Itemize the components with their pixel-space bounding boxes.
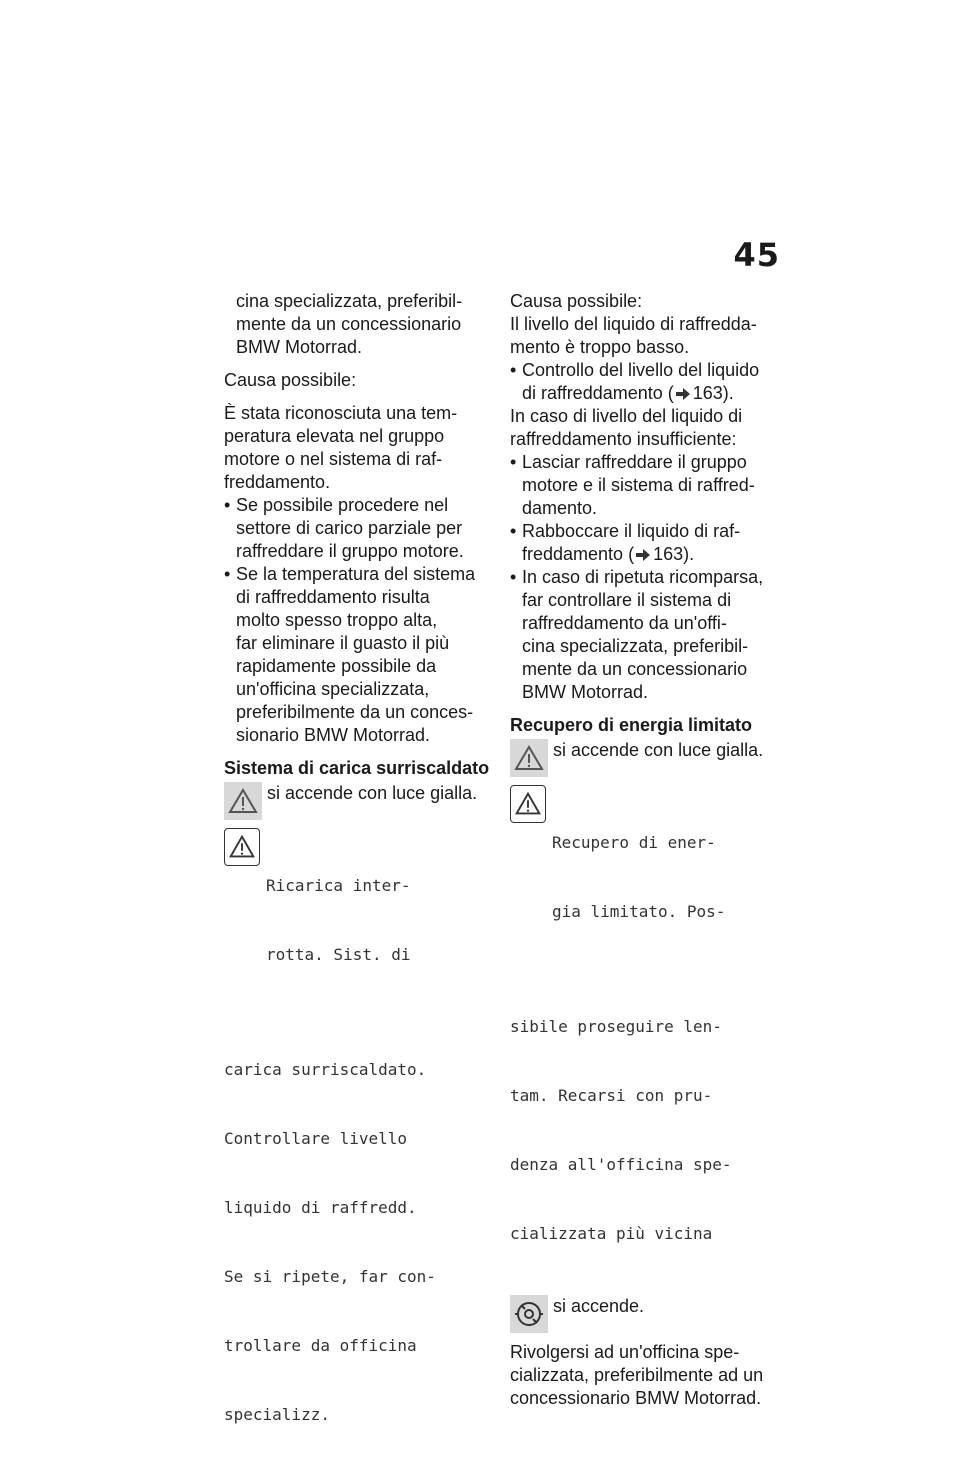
text-line: raffreddamento da un'offi- <box>522 613 727 633</box>
final-paragraph <box>510 1341 782 1410</box>
warning-triangle-icon <box>510 739 548 777</box>
display-line: Controllare livello <box>224 1129 408 1148</box>
text-line: cializzata, preferibilmente ad un <box>510 1365 764 1385</box>
section-title: Sistema di carica surriscaldato <box>224 758 490 778</box>
right-column <box>510 290 782 1410</box>
text-line: freddamento ( <box>522 544 635 564</box>
display-line: tam. Recarsi con pru- <box>510 1086 713 1105</box>
display-message <box>224 828 496 1472</box>
warning-light-text: si accende con luce gialla. <box>267 783 478 803</box>
warning-light-text: si accende con luce gialla. <box>553 740 764 760</box>
text-line: Controllo del livello del liquido <box>522 360 760 380</box>
page-reference[interactable]: 163). <box>653 544 695 564</box>
bullet-icon: • <box>510 360 517 380</box>
bullet-icon: • <box>510 567 517 587</box>
text-line: settore di carico parziale per <box>236 518 463 538</box>
text-line: cina specializzata, preferibil- <box>522 636 749 656</box>
bullet-list <box>510 451 782 704</box>
text-line: far controllare il sistema di <box>522 590 732 610</box>
warning-triangle-icon <box>224 782 262 820</box>
text-line: mento è troppo basso. <box>510 337 690 357</box>
bullet-icon: • <box>510 452 517 472</box>
cause-label: Causa possibile: <box>510 291 643 311</box>
display-message-first <box>510 785 782 969</box>
drive-light-text: si accende. <box>553 1296 645 1316</box>
list-item <box>224 563 496 747</box>
text-line: rapidamente possibile da <box>236 656 437 676</box>
text-line: freddamento. <box>224 472 331 492</box>
warning-triangle-outline-icon <box>510 785 546 823</box>
text-line: mente da un concessionario <box>522 659 748 679</box>
list-item <box>510 451 782 520</box>
display-line: Ricarica inter- <box>266 876 411 895</box>
text-line: In caso di livello del liquido di <box>510 406 743 426</box>
insufficient-paragraph <box>510 405 782 451</box>
page-reference[interactable]: 163). <box>692 383 734 403</box>
display-line: specializz. <box>224 1405 330 1424</box>
left-column <box>224 290 496 1482</box>
text-line: Rivolgersi ad un'officina spe- <box>510 1342 740 1362</box>
text-line: peratura elevata nel gruppo <box>224 426 445 446</box>
intro-paragraph <box>224 290 496 359</box>
text-line: BMW Motorrad. <box>522 682 649 702</box>
text-line: mente da un concessionario <box>236 314 462 334</box>
warning-triangle-outline-icon <box>224 828 260 866</box>
text-line: Lasciar raffreddare il gruppo <box>522 452 747 472</box>
bullet-icon: • <box>224 495 231 515</box>
text-line: di raffreddamento ( <box>522 383 674 403</box>
drive-system-icon <box>510 1295 548 1333</box>
display-line: denza all'officina spe- <box>510 1155 732 1174</box>
list-item <box>510 359 782 405</box>
display-message-first <box>224 828 496 1012</box>
text-line: sionario BMW Motorrad. <box>236 725 431 745</box>
bullet-list <box>224 494 496 747</box>
text-line: motore e il sistema di raffred- <box>522 475 755 495</box>
text-line: concessionario BMW Motorrad. <box>510 1388 762 1408</box>
text-line: Se la temperatura del sistema <box>236 564 476 584</box>
list-item <box>510 520 782 566</box>
display-line: liquido di raffredd. <box>224 1198 417 1217</box>
text-line: In caso di ripetuta ricomparsa, <box>522 567 764 587</box>
display-line: Recupero di ener- <box>552 833 716 852</box>
text-line: preferibilmente da un conces- <box>236 702 474 722</box>
text-line: Se possibile procedere nel <box>236 495 449 515</box>
list-item <box>224 494 496 563</box>
display-line: carica surriscaldato. <box>224 1060 427 1079</box>
cause-paragraph <box>224 402 496 494</box>
section-title: Recupero di energia limitato <box>510 715 753 735</box>
bullet-list <box>510 359 782 405</box>
page-number: 45 <box>733 236 780 274</box>
bullet-icon: • <box>510 521 517 541</box>
bullet-icon: • <box>224 564 231 584</box>
cause-paragraph <box>510 313 782 359</box>
cause-label: Causa possibile: <box>224 370 357 390</box>
arrow-right-icon <box>676 388 690 400</box>
text-line: di raffreddamento risulta <box>236 587 430 607</box>
warning-light-row <box>510 739 782 777</box>
text-line: raffreddamento insufficiente: <box>510 429 737 449</box>
text-line: Il livello del liquido di raffredda- <box>510 314 757 334</box>
list-item <box>510 566 782 704</box>
text-line: È stata riconosciuta una tem- <box>224 403 458 423</box>
display-line: trollare da officina <box>224 1336 417 1355</box>
text-line: far eliminare il guasto il più <box>236 633 450 653</box>
text-line: molto spesso troppo alta, <box>236 610 438 630</box>
text-line: cina specializzata, preferibil- <box>236 291 463 311</box>
text-line: Rabboccare il liquido di raf- <box>522 521 741 541</box>
warning-light-row <box>224 782 496 820</box>
display-line: cializzata più vicina <box>510 1224 713 1243</box>
display-line: Se si ripete, far con- <box>224 1267 436 1286</box>
display-message <box>510 785 782 1291</box>
text-line: motore o nel sistema di raf- <box>224 449 443 469</box>
text-line: raffreddare il gruppo motore. <box>236 541 464 561</box>
arrow-right-icon <box>636 549 650 561</box>
display-line: rotta. Sist. di <box>266 945 411 964</box>
display-line: sibile proseguire len- <box>510 1017 722 1036</box>
text-line: un'officina specializzata, <box>236 679 430 699</box>
drive-light-row <box>510 1295 782 1333</box>
text-line: damento. <box>522 498 598 518</box>
display-line: gia limitato. Pos- <box>552 902 726 921</box>
text-line: BMW Motorrad. <box>236 337 363 357</box>
